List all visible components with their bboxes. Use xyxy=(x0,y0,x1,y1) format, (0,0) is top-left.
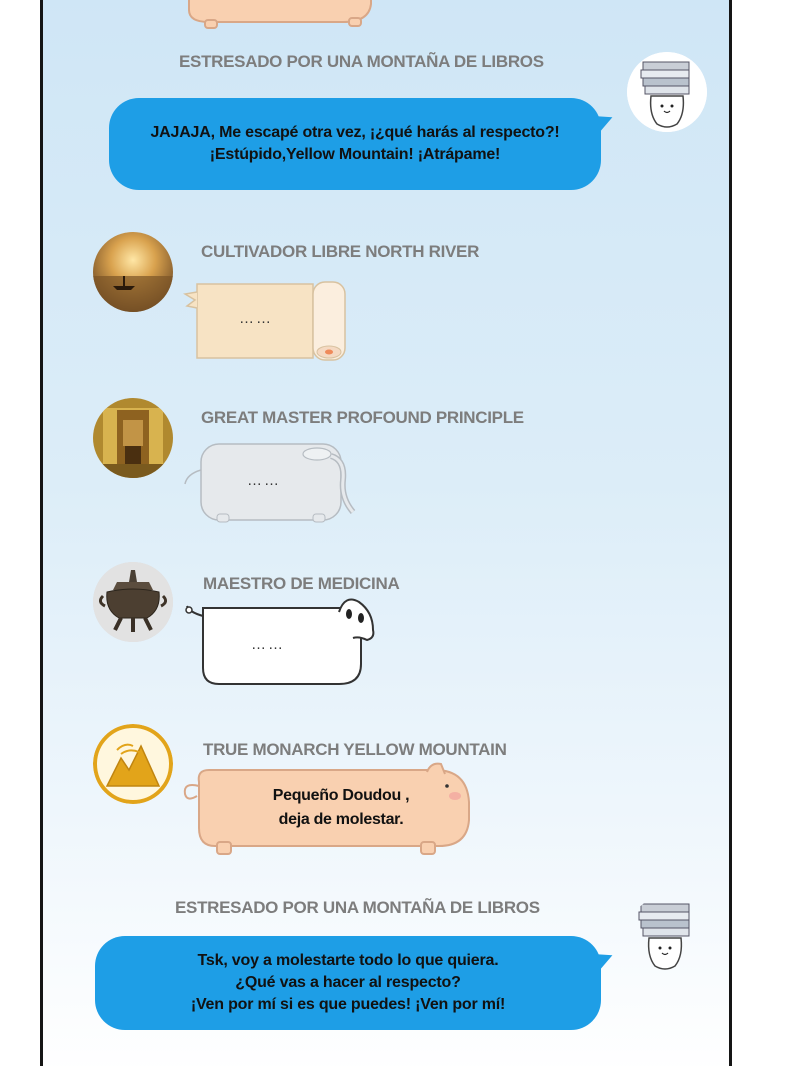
message-text: …… xyxy=(239,310,273,327)
sender-name: TRUE MONARCH YELLOW MOUNTAIN xyxy=(203,740,507,759)
bubble-tail xyxy=(587,106,616,135)
message-line: JAJAJA, Me escapé otra vez, ¡¿qué harás al respecto?! xyxy=(150,124,560,141)
censer-avatar-icon[interactable] xyxy=(93,562,173,642)
message-bubble-blue[interactable] xyxy=(95,936,601,1030)
message-line: Pequeño Doudou , xyxy=(272,787,410,804)
sender-name: CULTIVADOR LIBRE NORTH RIVER xyxy=(201,242,480,261)
sender-name: GREAT MASTER PROFOUND PRINCIPLE xyxy=(201,408,524,427)
message-line: Tsk, voy a molestarte todo lo que quiera. xyxy=(197,952,499,969)
message-line: deja de molestar. xyxy=(278,811,404,828)
book-stack-avatar-icon[interactable] xyxy=(627,896,707,976)
lake-avatar-icon[interactable] xyxy=(93,232,173,312)
message-line: ¡Estúpido,Yellow Mountain! ¡Atrápame! xyxy=(209,146,501,163)
book-stack-avatar-icon[interactable] xyxy=(627,52,707,132)
message-line: ¡Ven por mí si es que puedes! ¡Ven por mí! xyxy=(190,996,506,1013)
chat-panel xyxy=(40,0,732,1066)
bubble-tail xyxy=(587,944,616,973)
message-line: ¿Qué vas a hacer al respecto? xyxy=(235,974,461,991)
mountain-avatar-icon[interactable] xyxy=(93,724,173,804)
sender-name: ESTRESADO POR UNA MONTAÑA DE LIBROS xyxy=(175,898,540,917)
pig-bubble-partial xyxy=(183,0,383,30)
message-text: …… xyxy=(251,636,285,653)
sender-name: MAESTRO DE MEDICINA xyxy=(203,574,400,593)
message-bubble-blue[interactable] xyxy=(109,98,601,190)
message-text: …… xyxy=(247,472,281,489)
message-text-block xyxy=(241,784,441,832)
temple-avatar-icon[interactable] xyxy=(93,398,173,478)
sender-name: ESTRESADO POR UNA MONTAÑA DE LIBROS xyxy=(179,52,544,71)
